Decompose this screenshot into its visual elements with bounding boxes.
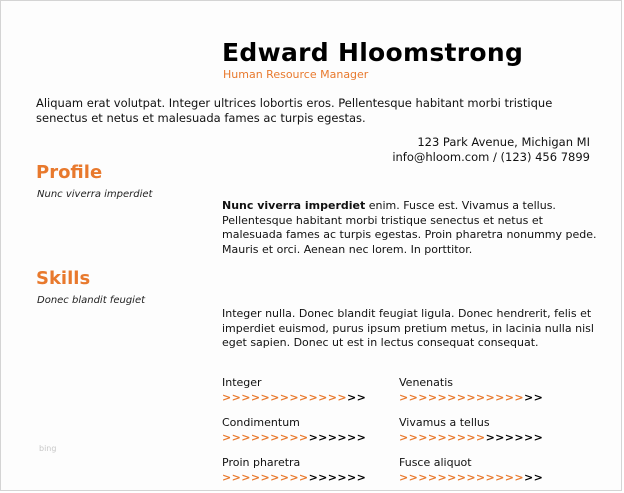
profile-body: enim. Fusce est. Vivamus a tellus. Pellentesque habitant morbi tristique senectus et netus et malesuada fames ac turpis egestas. Proin pharetra nonummy pede. Mauris et orci. Aenean nec lorem. In porttitor.	[222, 199, 597, 256]
intro-paragraph: Aliquam erat volutpat. Integer ultrices lobortis eros. Pellentesque habitant morbi tristique senectus et netus et malesuada fames ac turpis egestas.	[36, 96, 553, 125]
skill-level-filled: >>>>>>>>>	[222, 431, 309, 444]
skill-name: Proin pharetra	[222, 456, 301, 469]
profile-heading: Profile	[36, 162, 103, 183]
address-line: 123 Park Avenue, Michigan MI	[417, 135, 590, 149]
skills-subheading: Donec blandit feugiet	[37, 295, 146, 306]
skill-name: Fusce aliquot	[399, 456, 472, 469]
skill-level-empty: >>	[347, 391, 367, 404]
skill-item	[222, 456, 397, 484]
skill-name: Condimentum	[222, 416, 300, 429]
profile-subheading: Nunc viverra imperdiet	[37, 189, 153, 200]
skill-item	[222, 416, 397, 444]
skill-level-bar	[399, 391, 574, 404]
skill-level-filled: >>>>>>>>>	[399, 431, 486, 444]
skill-level-bar	[222, 471, 397, 484]
skill-level-bar	[222, 431, 397, 444]
skills-text: Integer nulla. Donec blandit feugiat ligula. Donec hendrerit, felis et imperdiet euismod, purus ipsum pretium metus, in lacinia nulla nisl eget sapien. Donec ut est in lectus consequat consequat.	[222, 307, 594, 349]
skill-item	[399, 376, 574, 404]
skill-level-empty: >>>>>>	[485, 431, 544, 444]
skill-level-empty: >>	[524, 391, 544, 404]
job-title: Human Resource Manager	[223, 68, 369, 81]
profile-text	[222, 199, 597, 257]
profile-lead: Nunc viverra imperdiet	[222, 199, 366, 212]
watermark: bing	[39, 444, 57, 453]
candidate-name: Edward Hloomstrong	[222, 38, 524, 67]
contact-block	[392, 135, 590, 165]
email-phone-line: info@hloom.com / (123) 456 7899	[392, 150, 590, 164]
skills-heading: Skills	[36, 268, 91, 289]
skill-level-bar	[222, 391, 397, 404]
skill-level-filled: >>>>>>>>>>>>>	[222, 391, 348, 404]
skill-level-bar	[399, 431, 574, 444]
skill-level-empty: >>>>>>	[308, 471, 367, 484]
skill-level-bar	[399, 471, 574, 484]
skill-name: Vivamus a tellus	[399, 416, 490, 429]
skill-name: Integer	[222, 376, 262, 389]
skill-name: Venenatis	[399, 376, 453, 389]
skill-level-empty: >>>>>>	[308, 431, 367, 444]
skill-item	[399, 456, 574, 484]
skill-level-filled: >>>>>>>>>	[222, 471, 309, 484]
skill-item	[399, 416, 574, 444]
skill-level-filled: >>>>>>>>>>>>>	[399, 391, 525, 404]
skill-level-empty: >>	[524, 471, 544, 484]
skill-level-filled: >>>>>>>>>>>>>	[399, 471, 525, 484]
skill-item	[222, 376, 397, 404]
